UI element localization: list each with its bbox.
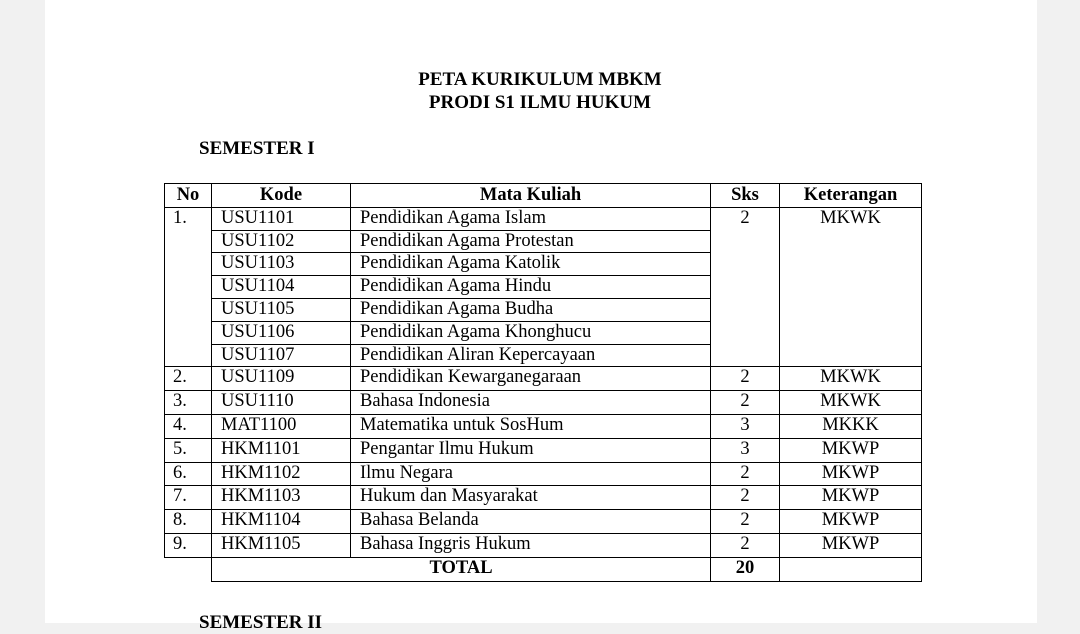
semester-2-heading: SEMESTER II (199, 612, 323, 633)
cell-no: 8. (165, 510, 212, 534)
table-row (165, 462, 922, 486)
cell-keterangan: MKWK (780, 391, 922, 415)
cell-mata-kuliah: Pendidikan Agama Hindu (351, 276, 711, 299)
table-body (165, 207, 922, 581)
title-line-2: PRODI S1 ILMU HUKUM (428, 92, 652, 113)
cell-sks: 3 (711, 438, 780, 462)
semester-1-heading: SEMESTER I (199, 138, 315, 159)
total-empty-cell (165, 557, 212, 581)
table-row (165, 414, 922, 438)
cell-sks: 2 (711, 367, 780, 391)
cell-kode: USU1106 (212, 321, 351, 344)
cell-keterangan: MKWP (780, 533, 922, 557)
cell-mata-kuliah: Bahasa Indonesia (351, 391, 711, 415)
cell-mata-kuliah: Ilmu Negara (351, 462, 711, 486)
cell-kode: USU1102 (212, 230, 351, 253)
cell-kode: USU1110 (212, 391, 351, 415)
cell-kode: USU1103 (212, 253, 351, 276)
cell-sks: 2 (711, 462, 780, 486)
cell-mata-kuliah: Pendidikan Kewarganegaraan (351, 367, 711, 391)
table-row (165, 391, 922, 415)
cell-kode: USU1109 (212, 367, 351, 391)
total-sks: 20 (711, 557, 780, 581)
cell-keterangan: MKWK (780, 367, 922, 391)
cell-kode: HKM1101 (212, 438, 351, 462)
cell-mata-kuliah: Pendidikan Agama Protestan (351, 230, 711, 253)
cell-sks: 2 (711, 207, 780, 367)
cell-mata-kuliah: Pendidikan Agama Islam (351, 207, 711, 230)
header-kode: Kode (212, 184, 351, 208)
cell-keterangan: MKWP (780, 486, 922, 510)
total-keterangan (780, 557, 922, 581)
cell-kode: MAT1100 (212, 414, 351, 438)
cell-kode: USU1107 (212, 344, 351, 367)
cell-keterangan: MKWP (780, 462, 922, 486)
cell-mata-kuliah: Bahasa Belanda (351, 510, 711, 534)
cell-mata-kuliah: Pendidikan Aliran Kepercayaan (351, 344, 711, 367)
cell-no: 6. (165, 462, 212, 486)
table-row (165, 533, 922, 557)
cell-kode: HKM1102 (212, 462, 351, 486)
cell-no: 1. (165, 207, 212, 367)
cell-mata-kuliah: Pengantar Ilmu Hukum (351, 438, 711, 462)
cell-mata-kuliah: Matematika untuk SosHum (351, 414, 711, 438)
cell-no: 5. (165, 438, 212, 462)
header-no: No (165, 184, 212, 208)
cell-no: 7. (165, 486, 212, 510)
cell-no: 9. (165, 533, 212, 557)
table-row (165, 486, 922, 510)
cell-sks: 2 (711, 533, 780, 557)
cell-sks: 2 (711, 391, 780, 415)
cell-kode: USU1101 (212, 207, 351, 230)
cell-keterangan: MKWP (780, 438, 922, 462)
header-mata-kuliah: Mata Kuliah (351, 184, 711, 208)
table-row (165, 438, 922, 462)
total-label: TOTAL (212, 557, 711, 581)
curriculum-table (164, 183, 922, 582)
cell-kode: USU1104 (212, 276, 351, 299)
table-row (165, 207, 922, 230)
document-title (0, 68, 1080, 114)
cell-kode: HKM1104 (212, 510, 351, 534)
table-header-row (165, 184, 922, 208)
cell-no: 2. (165, 367, 212, 391)
total-row (165, 557, 922, 581)
cell-no: 3. (165, 391, 212, 415)
cell-sks: 2 (711, 486, 780, 510)
table-row (165, 367, 922, 391)
cell-keterangan: MKKK (780, 414, 922, 438)
cell-mata-kuliah: Bahasa Inggris Hukum (351, 533, 711, 557)
cell-mata-kuliah: Pendidikan Agama Budha (351, 298, 711, 321)
cell-mata-kuliah: Pendidikan Agama Katolik (351, 253, 711, 276)
cell-keterangan: MKWK (780, 207, 922, 367)
header-sks: Sks (711, 184, 780, 208)
cell-sks: 2 (711, 510, 780, 534)
cell-keterangan: MKWP (780, 510, 922, 534)
cell-kode: USU1105 (212, 298, 351, 321)
cell-kode: HKM1103 (212, 486, 351, 510)
cell-sks: 3 (711, 414, 780, 438)
cell-kode: HKM1105 (212, 533, 351, 557)
title-line-1: PETA KURIKULUM MBKM (418, 69, 662, 90)
cell-mata-kuliah: Pendidikan Agama Khonghucu (351, 321, 711, 344)
cell-mata-kuliah: Hukum dan Masyarakat (351, 486, 711, 510)
cell-no: 4. (165, 414, 212, 438)
table-row (165, 510, 922, 534)
header-keterangan: Keterangan (780, 184, 922, 208)
